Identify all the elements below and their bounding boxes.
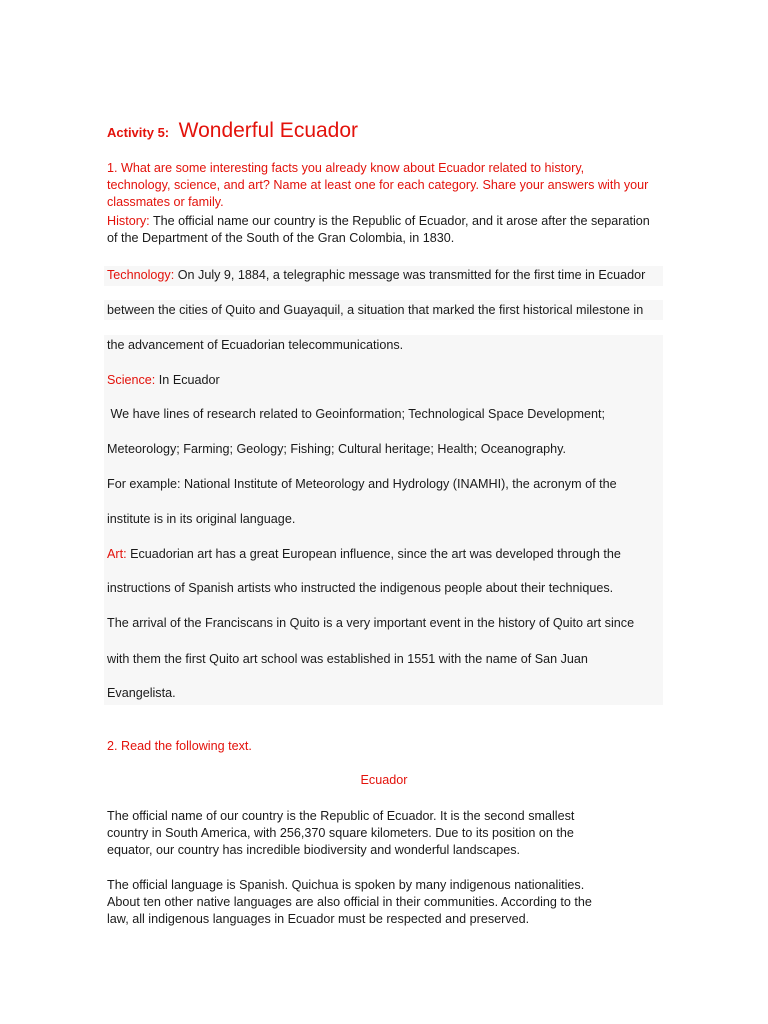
reading-paragraph-2 <box>107 877 607 928</box>
reading-title: Ecuador <box>360 773 408 787</box>
question-1-line: classmates or family. <box>107 195 224 209</box>
reading-paragraph-1 <box>107 808 607 859</box>
art-line-1: Art: Ecuadorian art has a great European influence, since the art was developed through the <box>107 547 621 561</box>
activity-label: Activity 5: <box>107 125 170 140</box>
science-line-5: institute is in its original language. <box>107 512 296 526</box>
science-line-4: For example: National Institute of Meteorology and Hydrology (INAMHI), the acronym of the <box>107 477 617 491</box>
art-line-2: instructions of Spanish artists who instructed the indigenous people about their techniques. <box>107 581 614 595</box>
reading-line: equator, our country has incredible biodiversity and wonderful landscapes. <box>107 843 521 857</box>
history-answer <box>107 213 667 247</box>
science-line-1: Science: In Ecuador <box>107 373 220 387</box>
science-label: Science: <box>107 373 156 387</box>
art-line-3: The arrival of the Franciscans in Quito is a very important event in the history of Quito art since <box>107 616 635 630</box>
activity-heading <box>107 119 359 142</box>
technology-line-3: the advancement of Ecuadorian telecommunications. <box>107 338 404 352</box>
history-label: History: <box>107 214 150 228</box>
history-line-1: History: The official name our country is the Republic of Ecuador, and it arose after the separation <box>107 214 650 228</box>
question-2: 2. Read the following text. <box>107 739 252 753</box>
science-line-3: Meteorology; Farming; Geology; Fishing; Cultural heritage; Health; Oceanography. <box>107 442 566 456</box>
reading-line: The official name of our country is the Republic of Ecuador. It is the second smallest <box>107 809 575 823</box>
art-line-4: with them the first Quito art school was established in 1551 with the name of San Juan <box>107 652 588 666</box>
reading-line: The official language is Spanish. Quichua is spoken by many indigenous nationalities. <box>107 878 585 892</box>
technology-line-1: Technology: On July 9, 1884, a telegraphic message was transmitted for the first time in Ecuador <box>107 268 646 282</box>
technology-label: Technology: <box>107 268 175 282</box>
art-label: Art: <box>107 547 127 561</box>
activity-title: Wonderful Ecuador <box>178 119 359 142</box>
question-1 <box>107 160 667 211</box>
question-1-line: 1. What are some interesting facts you already know about Ecuador related to history, <box>107 161 585 175</box>
technology-line-2: between the cities of Quito and Guayaquil, a situation that marked the first historical milestone in <box>107 303 644 317</box>
reading-line: About ten other native languages are also official in their communities. According to the <box>107 895 592 909</box>
history-line-2: of the Department of the South of the Gran Colombia, in 1830. <box>107 231 455 245</box>
question-1-line: technology, science, and art? Name at least one for each category. Share your answers with your <box>107 178 649 192</box>
reading-line: law, all indigenous languages in Ecuador must be respected and preserved. <box>107 912 530 926</box>
art-line-5: Evangelista. <box>107 686 176 700</box>
science-line-2: We have lines of research related to Geoinformation; Technological Space Development; <box>107 407 605 421</box>
reading-line: country in South America, with 256,370 square kilometers. Due to its position on the <box>107 826 574 840</box>
